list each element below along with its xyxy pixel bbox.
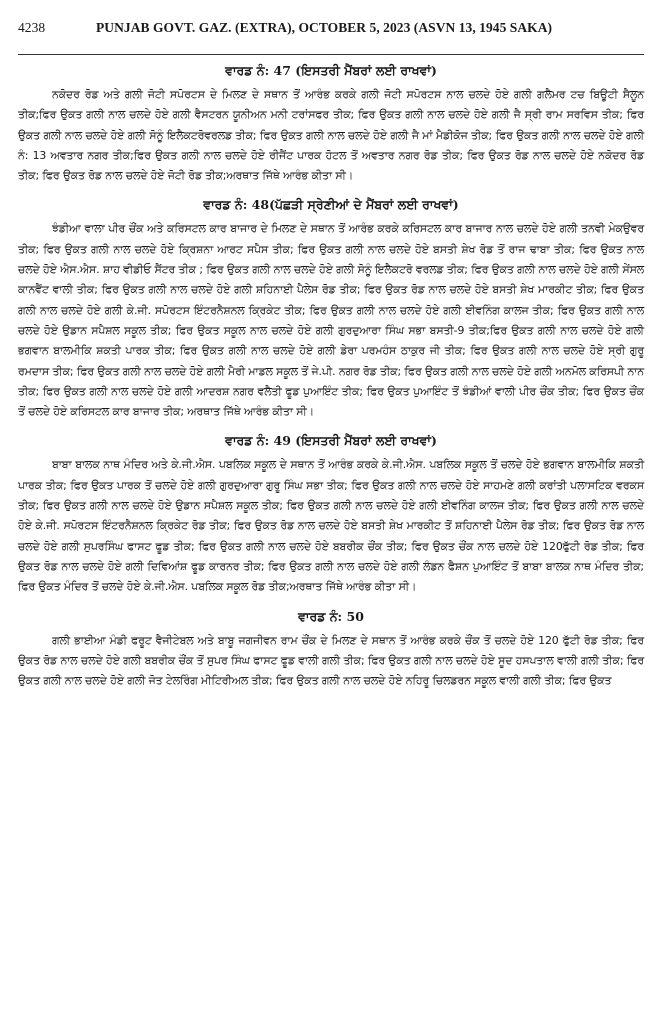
ward-48-description: ਝੰਡੀਆ ਵਾਲਾ ਪੀਰ ਚੌਂਕ ਅਤੇ ਕਰਿਸਟਲ ਕਾਰ ਬਾਜਾਰ ਦੇ ਮਿਲਣ ਦੇ ਸਥਾਨ ਤੋਂ ਆਰੰਭ ਕਰਕੇ ਕਰਿਸਟਲ ਕਾਰ ਬਾਜਾਰ ਨਾਲ ਚਲਦੇ ਹੋਏ ਗਲੀ ਤਨਵੀ ਮੇਕਉਵਰ ਤੀਕ; ਫਿਰ ਉਕਤ ਗਲੀ ਨਾਲ ਚਲਦੇ ਹੋਏ ਕ੍ਰਿਸ਼ਨਾ ਆਰਟ ਸਪੈਸ ਤੀਕ; ਫਿਰ ਉਕਤ ਗਲੀ ਨਾਲ ਚਲਦੇ ਹੋਏ ਬਸਤੀ ਸ਼ੇਖ ਰੋਡ ਤੋਂ ਰਾਜ ਢਾਬਾ ਤੀਕ; ਫਿਰ ਉਕਤ ਨਾਲ ਚਲਦੇ ਹੋਏ ਐਸ.ਐਸ. ਸ਼ਾਹ ਵੀਡੀਓ ਸੈਂਟਰ ਤੀਕ ; ਫਿਰ ਉਕਤ ਗਲੀ ਨਾਲ ਚਲਦੇ ਹੋਏ ਗਲੀ ਸੋਨੂੰ ਇਲੈਕਟਰੋ ਵਰਲਡ ਤੀਕ; ਫਿਰ ਉਕਤ ਗਲੀ ਨਾਲ ਚਲਦੇ ਹੋਏ ਗਲੀ ਸੇਂਸਲ ਕਾਨਵੈਂਟ ਵਾਲੀ ਤੀਕ; ਫਿਰ ਉਕਤ ਗਲੀ ਨਾਲ ਚਲਦੇ ਹੋਏ ਗਲੀ ਸ਼ਹਿਨਾਈ ਪੈਲੇਸ ਰੋਡ ਤੀਕ; ਫਿਰ ਉਕਤ ਰੋਡ ਨਾਲ ਚਲਦੇ ਹੋਏ ਬਸਤੀ ਸ਼ੇਖ ਮਾਰਕੀਟ ਤੀਕ; ਫਿਰ ਉਕਤ ਗਲੀ ਨਾਲ ਚਲਦੇ ਹੋਏ ਗਲੀ ਕੇ.ਜੀ. ਸਪੋਰਟਸ ਇੰਟਰਨੈਸ਼ਨਲ ਕ੍ਰਿਕੇਟ ਤੀਕ; ਫਿਰ ਉਕਤ ਗਲੀ ਨਾਲ ਚਲਦੇ ਹੋਏ ਗਲੀ ਈਵਨਿੰਗ ਕਾਲਜ ਤੀਕ; ਫਿਰ ਉਕਤ ਗਲੀ ਨਾਲ ਚਲਦੇ ਹੋਏ ਉਡਾਨ ਸਪੈਸ਼ਲ ਸਕੂਲ ਤੀਕ; ਫਿਰ ਉਕਤ ਸਕੂਲ ਨਾਲ ਚਲਦੇ ਹੋਏ ਗਲੀ ਗੁਰਦੁਆਰਾ ਸਿੰਘ ਸਭਾ ਬਸਤੀ-9 ਤੀਕ;ਫਿਰ ਉਕਤ ਗਲੀ ਨਾਲ ਚਲਦੇ ਹੋਏ ਗਲੀ ਭਗਵਾਨ ਬਾਲਮੀਕਿ ਸ਼ਕਤੀ ਪਾਰਕ ਤੀਕ; ਫਿਰ ਉਕਤ ਗਲੀ ਨਾਲ ਚਲਦੇ ਹੋਏ ਗਲੀ ਡੇਰਾ ਪਰਮਹੰਸ ਠਾਕੁਰ ਜੀ ਤੀਕ; ਫਿਰ ਉਕਤ ਗਲੀ ਨਾਲ ਚਲਦੇ ਹੋਏ ਸ੍ਰੀ ਗੁਰੂ ਰਮਦਾਸ ਤੀਕ; ਫਿਰ ਉਕਤ ਗਲੀ ਨਾਲ ਚਲਦੇ ਹੋਏ ਗਲੀ ਮੈਰੀ ਮਾਡਲ ਸਕੂਲ ਤੋਂ ਜੇ.ਪੀ. ਨਗਰ ਰੋਡ ਤੀਕ; ਫਿਰ ਉਕਤ ਗਲੀ ਨਾਲ ਚਲਦੇ ਹੋਏ ਗਲੀ ਅਨਮੋਲ ਕਰਿਸਪੀ ਨਾਨ ਤੀਕ; ਫਿਰ ਉਕਤ ਗਲੀ ਨਾਲ ਚਲਦੇ ਹੋਏ ਗਲੀ ਆਦਰਸ਼ ਨਗਰ ਵਲੈਤੀ ਫੂਡ ਪੁਆਇੰਟ ਤੀਕ; ਫਿਰ ਉਕਤ ਪੁਆਇੰਟ ਤੋਂ ਝੰਡੀਆਂ ਵਾਲੀ ਪੀਰ ਚੌਂਕ ਤੀਕ; ਫਿਰ ਉਕਤ ਚੌਂਕ ਤੋਂ ਚਲਦੇ ਹੋਏ ਕਰਿਸਟਲ ਕਾਰ ਬਾਜਾਰ ਤੀਕ; ਅਰਥਾਤ ਜਿੱਥੇ ਆਰੰਭ ਕੀਤਾ ਸੀ। bbox=[18, 222, 644, 419]
ward-47-description: ਨਕੋਦਰ ਰੋਡ ਅਤੇ ਗਲੀ ਜੋਟੀ ਸਪੋਰਟਸ ਦੇ ਮਿਲਣ ਦੇ ਸਥਾਨ ਤੋਂ ਆਰੰਭ ਕਰਕੇ ਗਲੀ ਜੋਟੀ ਸਪੋਰਟਸ ਨਾਲ ਚਲਦੇ ਹੋਏ ਗਲੀ ਗਲੈਮਰ ਟਚ ਬਿਊਟੀ ਸੈਲੂਨ ਤੀਕ;ਫਿਰ ਉਕਤ ਗਲੀ ਨਾਲ ਚਲਦੇ ਹੋਏ ਗਲੀ ਵੈਸਟਰਨ ਯੂਨੀਅਨ ਮਨੀ ਟਰਾਂਸਫਰ ਤੀਕ; ਫਿਰ ਉਕਤ ਗਲੀ ਨਾਲ ਚਲਦੇ ਹੋਏ ਗਲੀ ਜੈ ਸ੍ਰੀ ਰਾਮ ਸਰਵਿਸ ਤੀਕ; ਫਿਰ ਉਕਤ ਗਲੀ ਨਾਲ ਚਲਦੇ ਹੋਏ ਗਲੀ ਸੋਨੂੰ ਇਲੈਕਟਰੋਵਰਲਡ ਤੀਕ; ਫਿਰ ਉਕਤ ਗਲੀ ਨਾਲ ਚਲਦੇ ਹੋਏ ਗਲੀ ਜੈ ਮਾਂ ਮੈਡੀਕੋਜ ਤੀਕ; ਫਿਰ ਉਕਤ ਗਲੀ ਨਾਲ ਚਲਦੇ ਹੋਏ ਗਲੀ ਨੰ: 13 ਅਵਤਾਰ ਨਗਰ ਤੀਕ;ਫਿਰ ਉਕਤ ਗਲੀ ਨਾਲ ਚਲਦੇ ਹੋਏ ਰੀਜੈਂਟ ਪਾਰਕ ਹੋਟਲ ਤੋਂ ਅਵਤਾਰ ਨਗਰ ਰੋਡ ਤੀਕ; ਫਿਰ ਉਕਤ ਰੋਡ ਨਾਲ ਚਲਦੇ ਹੋਏ ਨਕੋਦਰ ਰੋਡ ਤੀਕ; ਫਿਰ ਉਕਤ ਰੋਡ ਨਾਲ ਚਲਦੇ ਹੋਏ ਜੋਟੀ ਰੋਡ ਤੀਕ;ਅਰਥਾਤ ਜਿੱਥੇ ਆਰੰਭ ਕੀਤਾ ਸੀ। bbox=[18, 88, 644, 183]
ward-47-section bbox=[18, 61, 644, 186]
ward-50-section bbox=[18, 607, 644, 692]
ward-50-description: ਗਲੀ ਭਾਈਆ ਮੰਡੀ ਫਰੂਟ ਵੈਜੀਟੇਬਲ ਅਤੇ ਬਾਬੂ ਜਗਜੀਵਨ ਰਾਮ ਚੌਂਕ ਦੇ ਮਿਲਣ ਦੇ ਸਥਾਨ ਤੋਂ ਆਰੰਭ ਕਰਕੇ ਚੌਂਕ ਤੋਂ ਚਲਦੇ ਹੋਏ 120 ਫੁੱਟੀ ਰੋਡ ਤੀਕ; ਫਿਰ ਉਕਤ ਰੋਡ ਨਾਲ ਚਲਦੇ ਹੋਏ ਗਲੀ ਬਬਰੀਕ ਚੌਂਕ ਤੋਂ ਸੁਪਰ ਸਿੰਘ ਫਾਸਟ ਫੂਡ ਵਾਲੀ ਗਲੀ ਤੀਕ; ਫਿਰ ਉਕਤ ਗਲੀ ਨਾਲ ਚਲਦੇ ਹੋਏ ਸੂਦ ਹਸਪਤਾਲ ਵਾਲੀ ਗਲੀ ਤੀਕ; ਫਿਰ ਉਕਤ ਗਲੀ ਨਾਲ ਚਲਦੇ ਹੋਏ ਗਲੀ ਜੋਤ ਟੇਲਰਿੰਗ ਮੀਟਿਰੀਅਲ ਤੀਕ; ਫਿਰ ਉਕਤ ਗਲੀ ਨਾਲ ਚਲਦੇ ਹੋਏ ਨਹਿਰੂ ਚਿਲਡਰਨ ਸਕੂਲ ਵਾਲੀ ਗਲੀ ਤੀਕ; ਫਿਰ ਉਕਤ bbox=[18, 633, 644, 688]
ward-49-section bbox=[18, 431, 644, 597]
ward-48-section bbox=[18, 195, 644, 422]
ward-48-heading: ਵਾਰਡ ਨੰ: 48(ਪੱਛੜੀ ਸ੍ਰੇਣੀਆਂ ਦੇ ਮੈਂਬਰਾਂ ਲਈ ਰਾਖਵਾਂ) bbox=[203, 197, 459, 213]
header-rule bbox=[18, 54, 644, 55]
gazette-title: PUNJAB GOVT. GAZ. (EXTRA), OCTOBER 5, 2023 (ASVN 13, 1945 SAKA) bbox=[96, 20, 553, 35]
ward-49-heading: ਵਾਰਡ ਨੰ: 49 (ਇਸਤਰੀ ਮੈਂਬਰਾਂ ਲਈ ਰਾਖਵਾਂ) bbox=[225, 433, 437, 449]
page-number: 4238 bbox=[18, 20, 46, 35]
ward-49-description: ਬਾਬਾ ਬਾਲਕ ਨਾਥ ਮੰਦਿਰ ਅਤੇ ਕੇ.ਜੀ.ਐਸ. ਪਬਲਿਕ ਸਕੂਲ ਦੇ ਸਥਾਨ ਤੋਂ ਆਰੰਭ ਕਰਕੇ ਕੇ.ਜੀ.ਐਸ. ਪਬਲਿਕ ਸਕੂਲ ਤੋਂ ਚਲਦੇ ਹੋਏ ਭਗਵਾਨ ਬਾਲਮੀਕਿ ਸ਼ਕਤੀ ਪਾਰਕ ਤੀਕ; ਫਿਰ ਉਕਤ ਪਾਰਕ ਤੋਂ ਚਲਦੇ ਹੋਏ ਗਲੀ ਗੁਰਦੁਆਰਾ ਗੁਰੂ ਸਿੰਘ ਸਭਾ ਤੀਕ; ਫਿਰ ਉਕਤ ਗਲੀ ਨਾਲ ਚਲਦੇ ਹੋਏ ਸਾਹਮਣੇ ਗਲੀ ਕਰਾਂਤੀ ਪਲਾਸਟਿਕ ਵਰਕਸ ਤੀਕ; ਫਿਰ ਉਕਤ ਗਲੀ ਨਾਲ ਚਲਦੇ ਹੋਏ ਉਡਾਨ ਸਪੈਸ਼ਲ ਸਕੂਲ ਤੀਕ; ਫਿਰ ਉਕਤ ਗਲੀ ਨਾਲ ਚਲਦੇ ਹੋਏ ਗਲੀ ਈਵਨਿੰਗ ਕਾਲਜ ਤੀਕ; ਫਿਰ ਉਕਤ ਗਲੀ ਨਾਲ ਚਲਦੇ ਹੋਏ ਕੇ.ਜੀ. ਸਪੋਰਟਸ ਇੰਟਰਨੈਸ਼ਨਲ ਕ੍ਰਿਕੇਟ ਰੋਡ ਤੀਕ; ਫਿਰ ਉਕਤ ਰੋਡ ਨਾਲ ਚਲਦੇ ਹੋਏ ਬਸਤੀ ਸ਼ੇਖ ਮਾਰਕੀਟ ਤੋਂ ਸ਼ਹਿਨਾਈ ਪੈਲੇਸ ਰੋਡ ਤੀਕ; ਫਿਰ ਉਕਤ ਰੋਡ ਨਾਲ ਚਲਦੇ ਹੋਏ ਗਲੀ ਸੁਪਰਸਿੰਘ ਫਾਸਟ ਫੂਡ ਤੀਕ; ਫਿਰ ਉਕਤ ਗਲੀ ਨਾਲ ਚਲਦੇ ਹੋਏ ਬਬਰੀਕ ਚੌਂਕ ਤੀਕ; ਫਿਰ ਉਕਤ ਚੌਂਕ ਨਾਲ ਚਲਦੇ ਹੋਏ 120ਫੁੱਟੀ ਰੋਡ ਤੀਕ; ਫਿਰ ਉਕਤ ਰੋਡ ਨਾਲ ਚਲਦੇ ਹੋਏ ਗਲੀ ਦਿਵਿਆਂਸ਼ ਫੂਡ ਕਾਰਨਰ ਤੀਕ; ਫਿਰ ਉਕਤ ਗਲੀ ਨਾਲ ਚਲਦੇ ਹੋਏ ਗਲੀ ਲੰਡਨ ਫੈਸ਼ਨ ਪੁਆਇੰਟ ਤੋਂ ਬਾਬਾ ਬਾਲਕ ਨਾਥ ਮੰਦਿਰ ਤੀਕ; ਫਿਰ ਉਕਤ ਮੰਦਿਰ ਤੋਂ ਚਲਦੇ ਹੋਏ ਕੇ.ਜੀ.ਐਸ. ਪਬਲਿਕ ਸਕੂਲ ਰੋਡ ਤੀਕ;ਅਰਥਾਤ ਜਿੱਥੇ ਆਰੰਭ ਕੀਤਾ ਸੀ। bbox=[18, 458, 644, 594]
page-header bbox=[18, 20, 644, 48]
ward-47-heading: ਵਾਰਡ ਨੰ: 47 (ਇਸਤਰੀ ਮੈਂਬਰਾਂ ਲਈ ਰਾਖਵਾਂ) bbox=[225, 63, 437, 78]
ward-50-heading: ਵਾਰਡ ਨੰ: 50 bbox=[298, 608, 364, 624]
